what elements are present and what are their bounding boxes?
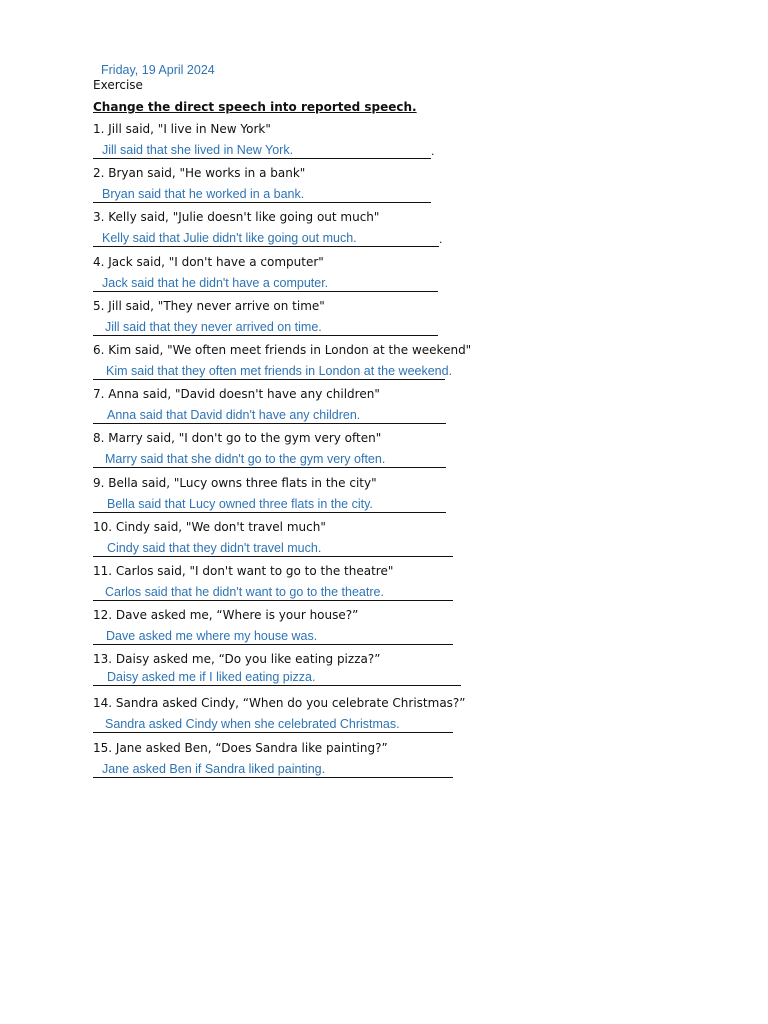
question-text: 3. Kelly said, "Julie doesn't like going out much" [93, 210, 380, 225]
answer-line [93, 718, 453, 733]
answer-text: Anna said that David didn't have any children. [107, 408, 361, 423]
question-text: 1. Jill said, "I live in New York" [93, 122, 271, 136]
answer-line [93, 188, 431, 203]
answer-text: Carlos said that he didn't want to go to the theatre. [105, 584, 384, 599]
answer-line [93, 542, 453, 557]
question-text: 7. Anna said, "David doesn't have any children" [93, 387, 380, 402]
answer-line [93, 763, 453, 778]
answer-line [93, 453, 446, 468]
question-text: 10. Cindy said, "We don't travel much" [93, 519, 326, 534]
question-text: 6. Kim said, "We often meet friends in London at the weekend" [93, 342, 472, 357]
answer-line [93, 630, 453, 645]
answer-line [93, 363, 453, 380]
answer-line [93, 409, 446, 424]
question-text: 5. Jill said, "They never arrive on time" [93, 298, 325, 313]
answer-line [93, 232, 439, 247]
answer-line [93, 144, 431, 159]
exercise-title: Exercise [93, 78, 143, 92]
answer-line [93, 498, 446, 513]
question-text: 9. Bella said, "Lucy owns three flats in the city" [93, 475, 377, 490]
question-text: 2. Bryan said, "He works in a bank" [93, 166, 306, 181]
question-text: 12. Dave asked me, “Where is your house?” [93, 608, 359, 623]
question-text: 13. Daisy asked me, “Do you like eating pizza?” [93, 652, 381, 667]
date-line: Friday, 19 April 2024 [101, 63, 215, 77]
answer-text: Bella said that Lucy owned three flats in the city. [107, 496, 373, 511]
question-text: 4. Jack said, "I don't have a computer" [93, 254, 324, 269]
instruction: Change the direct speech into reported speech. [93, 100, 417, 114]
answer-text: Sandra asked Cindy when she celebrated Christmas. [105, 717, 400, 732]
answer-text: Daisy asked me if I liked eating pizza. [107, 670, 316, 685]
answer-text: Cindy said that they didn't travel much. [107, 540, 322, 555]
answer-text: Jane asked Ben if Sandra liked painting. [102, 761, 326, 776]
line-end-period: . [439, 232, 443, 247]
answer-line [93, 671, 461, 686]
answer-text: Kelly said that Julie didn't like going out much. [102, 231, 357, 246]
question-text: 8. Marry said, "I don't go to the gym very often" [93, 431, 382, 446]
answer-line [93, 321, 438, 336]
answer-text: Jack said that he didn't have a computer. [102, 275, 329, 290]
answer-text: Bryan said that he worked in a bank. [102, 187, 305, 202]
answer-text: Jill said that they never arrived on time. [105, 319, 322, 334]
answer-text: Dave asked me where my house was. [106, 629, 318, 644]
answer-text: Kim said that they often met friends in London at the weekend. [106, 363, 453, 378]
question-text: 15. Jane asked Ben, “Does Sandra like painting?” [93, 740, 388, 755]
question-text: 14. Sandra asked Cindy, “When do you celebrate Christmas?” [93, 696, 466, 711]
answer-text: Marry said that she didn't go to the gym very often. [105, 452, 386, 467]
question-text: 11. Carlos said, "I don't want to go to the theatre" [93, 563, 394, 578]
answer-text: Jill said that she lived in New York. [102, 143, 294, 157]
answer-line [93, 586, 453, 601]
line-end-period: . [431, 144, 435, 158]
answer-line [93, 277, 438, 292]
